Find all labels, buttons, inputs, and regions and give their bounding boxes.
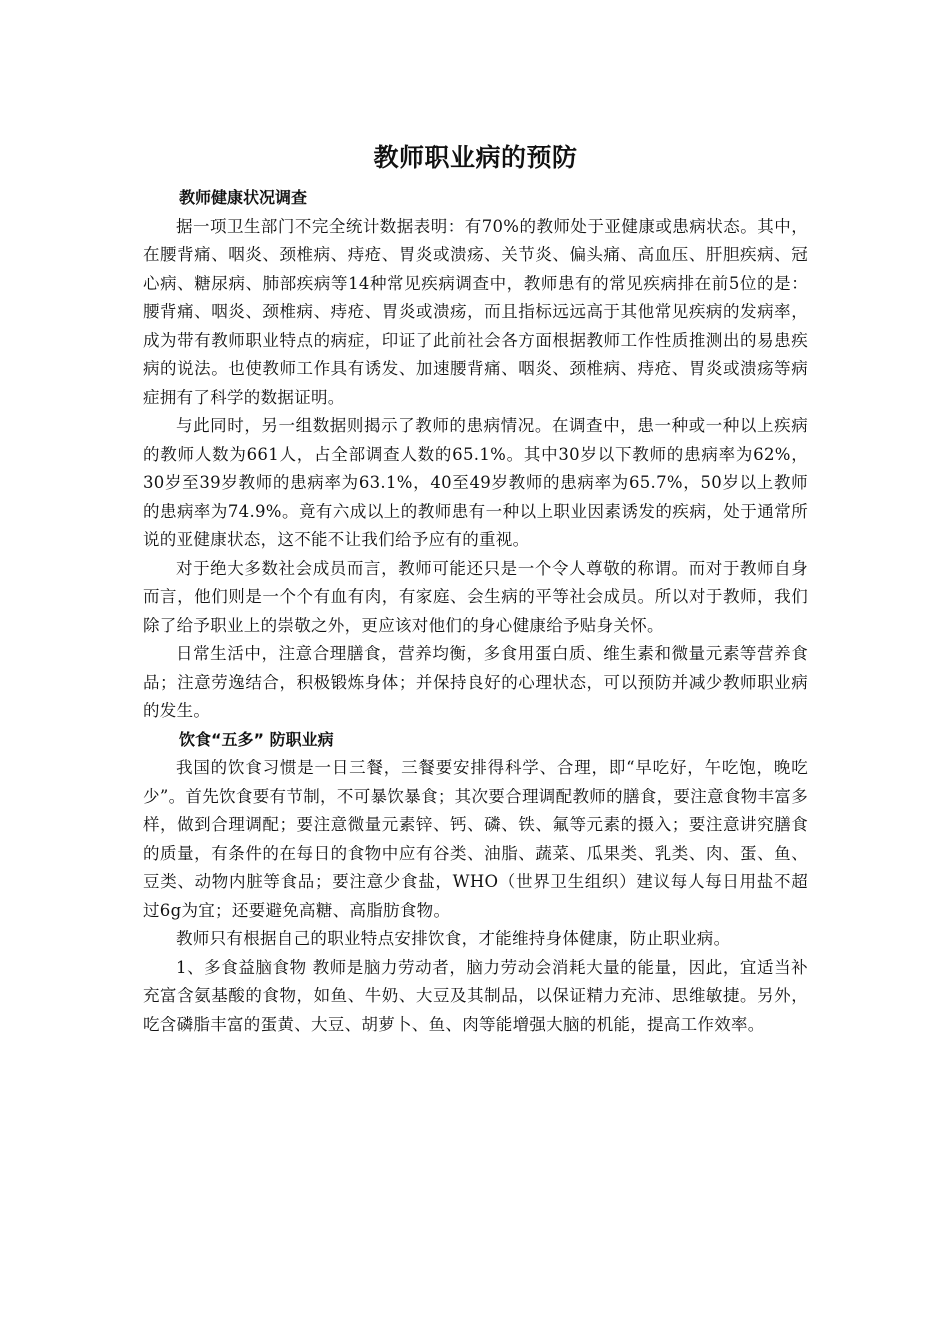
document-title: 教师职业病的预防 (373, 143, 578, 172)
section-heading-health-survey: 教师健康状况调查 (179, 188, 308, 207)
paragraph: 与此同时，另一组数据则揭示了教师的患病情况。在调查中，患一种或一种以上疾病的教师人数为661人，占全部调查人数的65.1%。其中30岁以下教师的患病率为62%，30岁至39岁教师的患病率为63.1%，40至49岁教师的患病率为65.7%，50岁以上教师的患病率为74.9%。竟有六成以上的教师患有一种以上职业因素诱发的疾病，处于通常所说的亚健康状态，这不能不让我们给予应有的重视。 (143, 416, 808, 549)
document-page (143, 138, 808, 1039)
paragraph: 日常生活中，注意合理膳食，营养均衡，多食用蛋白质、维生素和微量元素等营养食品；注意劳逸结合，积极锻炼身体；并保持良好的心理状态，可以预防并减少教师职业病的发生。 (143, 644, 808, 720)
paragraph: 据一项卫生部门不完全统计数据表明：有70%的教师处于亚健康或患病状态。其中，在腰背痛、咽炎、颈椎病、痔疮、胃炎或溃疡、关节炎、偏头痛、高血压、肝胆疾病、冠心病、糖尿病、肺部疾病等14种常见疾病调查中，教师患有的常见疾病排在前5位的是：腰背痛、咽炎、颈椎病、痔疮、胃炎或溃疡，而且指标远远高于其他常见疾病的发病率，成为带有教师职业特点的病症，印证了此前社会各方面根据教师工作性质推测出的易患疾病的说法。也使教师工作具有诱发、加速腰背痛、咽炎、颈椎病、痔疮、胃炎或溃疡等病症拥有了科学的数据证明。 (143, 216, 808, 407)
section-heading-diet: 饮食“五多” 防职业病 (179, 729, 334, 749)
paragraph: 对于绝大多数社会成员而言，教师可能还只是一个令人尊敬的称谓。而对于教师自身而言，他们则是一个个有血有肉，有家庭、会生病的平等社会成员。所以对于教师，我们除了给予职业上的崇敬之外，更应该对他们的身心健康给予贴身关怀。 (143, 558, 808, 635)
paragraph: 1、多食益脑食物 教师是脑力劳动者，脑力劳动会消耗大量的能量，因此，宜适当补充富含氨基酸的食物，如鱼、牛奶、大豆及其制品，以保证精力充沛、思维敏捷。另外，吃含磷脂丰富的蛋黄、大豆、胡萝卜、鱼、肉等能增强大脑的机能，提高工作效率。 (143, 957, 808, 1034)
paragraph: 教师只有根据自己的职业特点安排饮食，才能维持身体健康，防止职业病。 (176, 929, 731, 948)
paragraph: 我国的饮食习惯是一日三餐，三餐要安排得科学、合理，即“早吃好，午吃饱，晚吃少”。首先饮食要有节制，不可暴饮暴食；其次要合理调配教师的膳食，要注意食物丰富多样，做到合理调配；要注意微量元素锌、钙、磷、铁、氟等元素的摄入；要注意讲究膳食的质量，有条件的在每日的食物中应有谷类、油脂、蔬菜、瓜果类、乳类、肉、蛋、鱼、豆类、动物内脏等食品；要注意少食盐，WHO（世界卫生组织）建议每人每日用盐不超过6g为宜；还要避免高糖、高脂肪食物。 (143, 758, 808, 920)
